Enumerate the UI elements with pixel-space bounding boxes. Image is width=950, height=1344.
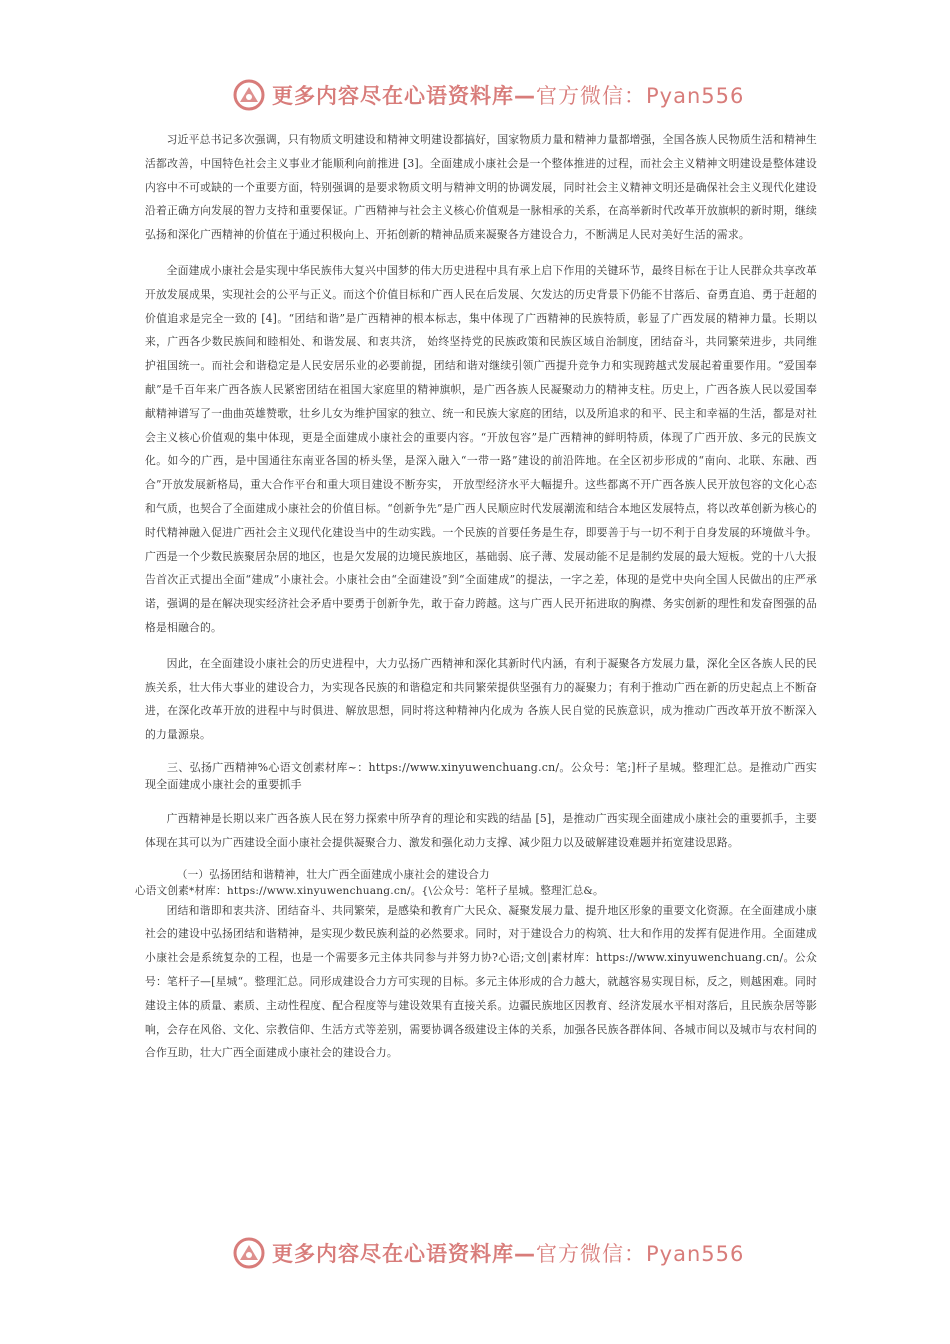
footer-watermark-banner <box>0 1232 950 1276</box>
banner-text: 更多内容尽在心语资料库—官方微信：Pyan556 <box>272 1242 745 1266</box>
watermark-note: 心语文创素*材库：https://www.xinyuwenchuang.cn/。{\公众号：笔杆子星城。整理汇总&。 <box>135 884 604 897</box>
paragraph-1: 习近平总书记多次强调，只有物质文明建设和精神文明建设都搞好，国家物质力量和精神力量都增强，全国各族人民物质生活和精神生活都改善，中国特色社会主义事业才能顺利向前推进 [3]。全面建成小康社会是一个整体推进的过程，而社会主义精神文明建设是整体建设内容中不可或缺的一个重要方面，特别强调的是要求物质文明与精神文明的协调发展，同时社会主义精神文明还是确保社会主义现代化建设沿着正确方向发展的智力支持和重要保证。广西精神与社会主义核心价值观是一脉相承的关系，在高举新时代改革开放旗帜的新时期，继续弘扬和深化广西精神的价值在于通过积极向上、开拓创新的精神品质来凝聚各方建设合力，不断满足人民对美好生活的需求。 <box>145 133 817 242</box>
paragraph-3: 因此，在全面建设小康社会的历史进程中，大力弘扬广西精神和深化其新时代内涵，有利于凝聚各方发展力量，深化全区各族人民的民族关系，壮大伟大事业的建设合力，为实现各民族的和谐稳定和共同繁荣提供坚强有力的凝聚力；有利于推动广西在新的历史起点上不断奋进，在深化改革开放的进程中与时俱进、解放思想，同时将这种精神内化成为 各族人民自觉的民族意识，成为推动广西改革开放不断深入的力量源泉。 <box>145 656 817 742</box>
paragraph-4: 广西精神是长期以来广西各族人民在努力探索中所孕育的理论和实践的结晶 [5]，是推动广西实现全面建成小康社会的重要抓手，主要体现在其可以为广西建设全面小康社会提供凝聚合力、激发和强化动力支撑、减少阻力以及破解建设难题并拓宽建设思路。 <box>145 811 817 849</box>
paragraph-5: 团结和谐即和衷共济、团结奋斗、共同繁荣，是感染和教育广大民众、凝聚发展力量、提升地区形象的重要文化资源。在全面建成小康社会的建设中弘扬团结和谐精神，是实现少数民族利益的必然要求。同时，对于建设合力的构筑、壮大和作用的发挥有促进作用。全面建成小康社会是系统复杂的工程，也是一个需要多元主体共同参与并努力协?心语;文创|素材库：https://www.xinyuwenchuang.cn/。公众号：笔杆子—[星城“。整理汇总。同形成建设合力方可实现的目标。多元主体形成的合力越大，就越容易实现目标，反之，则越困难。同时建设主体的质量、素质、主动性程度、配合程度等与建设效果有直接关系。边疆民族地区因教育、经济发展水平相对落后，且民族杂居等影响，会存在风俗、文化、宗教信仰、生活方式等差别，需要协调各级建设主体的关系，加强各民族各群体间、各城市间以及城市与农村间的合作互助，壮大广西全面建成小康社会的建设合力。 <box>145 903 817 1060</box>
banner-text: 更多内容尽在心语资料库—官方微信：Pyan556 <box>272 84 745 108</box>
section-heading-3: 三、弘扬广西精神%心语文创素材库~：https://www.xinyuwenchuang.cn/。公众号：笔;]杆子星城。整理汇总。是推动广西实现全面建成小康社会的重要抓手 <box>145 760 817 791</box>
subheading-1: （一）弘扬团结和谐精神，壮大广西全面建成小康社会的建设合力 <box>176 868 490 881</box>
header-watermark-banner <box>0 74 950 118</box>
document-body <box>135 128 817 1077</box>
paragraph-2: 全面建成小康社会是实现中华民族伟大复兴中国梦的伟大历史进程中具有承上启下作用的关键环节，最终目标在于让人民群众共享改革开放发展成果，实现社会的公平与正义。而这个价值目标和广西人民在后发展、欠发达的历史背景下仍能不甘落后、奋勇直追、勇于赶超的价值追求是完全一致的 [4]。“团结和谐”是广西精神的根本标志，集中体现了广西精神的民族特质，彰显了广西发展的精神力量。长期以来，广西各少数民族间和睦相处、和谐发展、和衷共济， 始终坚持党的民族政策和民族区域自治制度，团结奋斗，共同繁荣进步，共同维护祖国统一。而社会和谐稳定是人民安居乐业的必要前提，团结和谐对继续引领广西提升竞争力和实现跨越式发展起着重要作用。“爱国奉献”是千百年来广西各族人民紧密团结在祖国大家庭里的精神旗帜，是广西各族人民凝聚动力的精神支柱。历史上，广西各族人民以爱国奉献精神谱写了一曲曲英雄赞歌，壮乡儿女为维护国家的独立、统一和民族大家庭的团结，以及所追求的和平、民主和幸福的生活，都是对社会主义核心价值观的集中体现，更是全面建成小康社会的重要内容。“开放包容”是广西精神的鲜明特质，体现了广西开放、多元的民族文化。如今的广西，是中国通往东南亚各国的桥头堡，是深入融入“一带一路”建设的前沿阵地。在全区初步形成的“南向、北联、东融、西合”开放发展新格局，重大合作平台和重大项目建设不断夯实， 开放型经济水平大幅提升。这些都离不开广西各族人民开放包容的文化心态和气质，也契合了全面建成小康社会的价值目标。“创新争先”是广西人民顺应时代发展潮流和结合本地区发展特点，将以改革创新为核心的时代精神融入促进广西社会主义现代化建设当中的生动实践。一个民族的首要任务是生存，即要善于与一切不利于自身发展的环境做斗争。广西是一个少数民族聚居杂居的地区，也是欠发展的边境民族地区，基础弱、底子薄、发展动能不足是制约发展的最大短板。党的十八大报告首次正式提出全面“建成”小康社会。小康社会由“全面建设”到“全面建成”的提法，一字之差，体现的是党中央向全国人民做出的庄严承诺，强调的是在解决现实经济社会矛盾中要勇于创新争先，敢于奋力跨越。这与广西人民开拓进取的胸襟、务实创新的理性和发奋图强的品格是相融合的。 <box>145 263 817 634</box>
brand-logo-icon <box>232 1236 266 1270</box>
brand-logo-icon <box>232 78 266 112</box>
